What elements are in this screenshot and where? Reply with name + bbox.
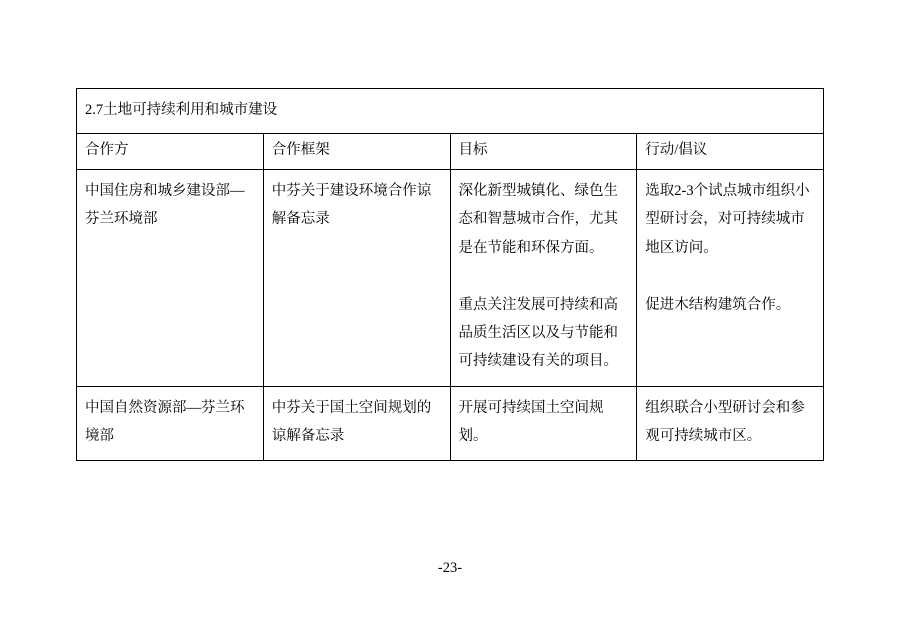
table-row — [77, 170, 824, 387]
table-header-row — [77, 134, 824, 170]
cell-framework — [263, 170, 450, 387]
cooperation-table — [76, 88, 824, 461]
cell-paragraph: 深化新型城镇化、绿色生态和智慧城市合作，尤其是在节能和环保方面。 — [458, 183, 618, 256]
cell-paragraph: 组织联合小型研讨会和参观可持续城市区。 — [645, 399, 805, 444]
column-header-framework: 合作框架 — [263, 134, 450, 170]
cell-framework — [263, 386, 450, 461]
cell-paragraph: 开展可持续国土空间规划。 — [458, 399, 604, 444]
column-header-goal: 目标 — [450, 134, 637, 170]
table-row — [77, 386, 824, 461]
table-title-row — [77, 89, 824, 134]
cell-paragraph: 重点关注发展可持续和高品质生活区以及与节能和可持续建设有关的项目。 — [458, 296, 618, 370]
cell-paragraph: 选取2-3个试点城市组织小型研讨会，对可持续城市地区访问。 — [645, 183, 810, 256]
cell-paragraph: 中芬关于建设环境合作谅解备忘录 — [271, 183, 432, 228]
cell-paragraph: 中国住房和城乡建设部—芬兰环境部 — [85, 183, 245, 228]
page-number: -23- — [437, 560, 463, 576]
cell-paragraph: 中国自然资源部—芬兰环境部 — [85, 399, 245, 444]
cell-paragraph: 中芬关于国土空间规划的谅解备忘录 — [271, 399, 432, 444]
cell-partner — [77, 386, 264, 461]
cell-paragraph: 促进木结构建筑合作。 — [645, 296, 791, 313]
table-title: 2.7土地可持续利用和城市建设 — [77, 89, 824, 134]
cell-goal — [450, 386, 637, 461]
cell-actions — [637, 386, 824, 461]
cell-partner — [77, 170, 264, 387]
column-header-actions: 行动/倡议 — [637, 134, 824, 170]
column-header-partner: 合作方 — [77, 134, 264, 170]
cell-goal — [450, 170, 637, 387]
cell-actions — [637, 170, 824, 387]
